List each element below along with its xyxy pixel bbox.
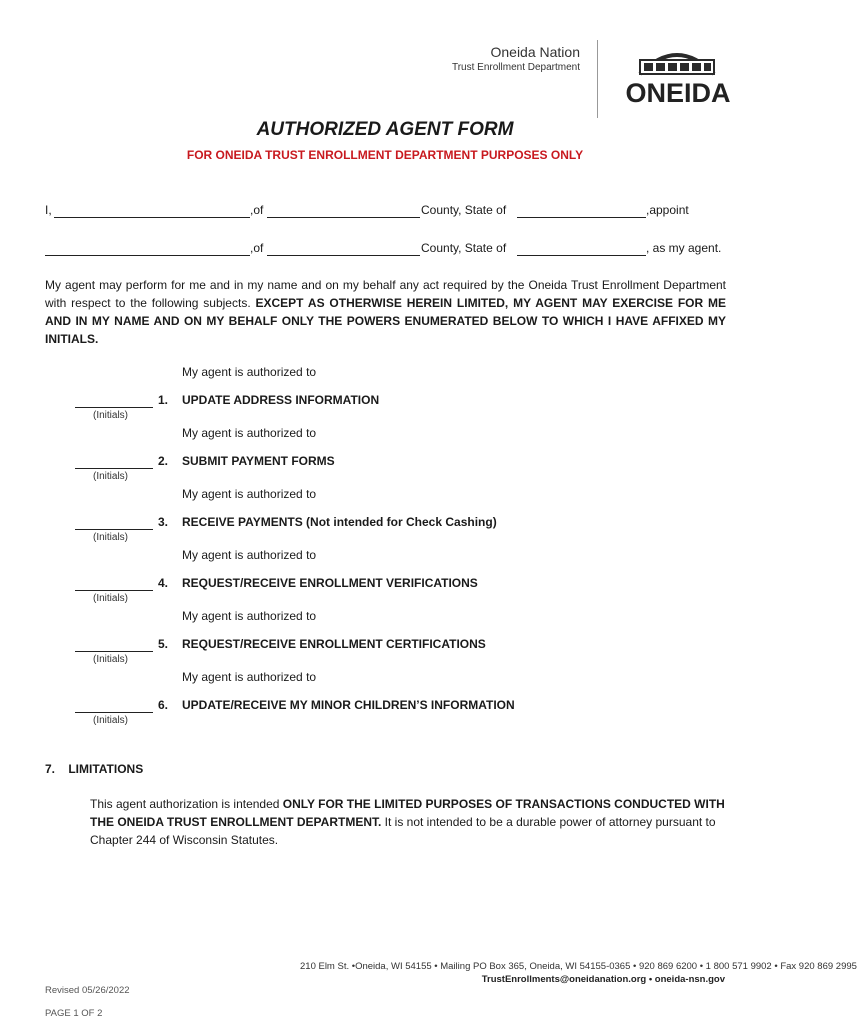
agent-state-field[interactable] bbox=[517, 255, 646, 256]
item-number: 2. bbox=[158, 454, 169, 468]
intro-bold-text: EXCEPT AS OTHERWISE HEREIN LIMITED, MY AGENT MAY EXERCISE FOR ME AND IN MY NAME AND ON MY BEHALF ONLY THE POWERS ENUMERATED BELOW TO WHICH I HAVE AFFIXED MY INITIALS. bbox=[45, 296, 726, 346]
limitations-text-2: It is not intended to be a durable power of attorney pursuant to Chapter 244 of Wisconsin Statutes. bbox=[90, 815, 716, 847]
page-number: PAGE 1 OF 2 bbox=[45, 1008, 103, 1019]
initials-label: (Initials) bbox=[93, 410, 129, 421]
footer-address: 210 Elm St. •Oneida, WI 54155 • Mailing PO Box 365, Oneida, WI 54155-0365 • 920 869 6200 • 1 800 571 9902 • Fax 920 869 2995 bbox=[300, 961, 857, 972]
principal-name-field[interactable] bbox=[54, 217, 250, 218]
item-number: 1. bbox=[158, 393, 169, 407]
item-text: REQUEST/RECEIVE ENROLLMENT VERIFICATIONS bbox=[182, 576, 478, 590]
logo-wordmark: ONEIDA bbox=[625, 78, 731, 108]
line1-prefix: I, bbox=[45, 203, 52, 217]
footer-contact: TrustEnrollments@oneidanation.org • oneida-nsn.gov bbox=[481, 974, 725, 985]
limitations-text-1: This agent authorization is intended bbox=[90, 797, 283, 811]
initials-label: (Initials) bbox=[93, 715, 129, 726]
authorized-text: My agent is authorized to bbox=[182, 426, 317, 440]
item-text: UPDATE/RECEIVE MY MINOR CHILDREN’S INFORMATION bbox=[182, 698, 515, 712]
agent-name-field[interactable] bbox=[45, 255, 250, 256]
form-subtitle: FOR ONEIDA TRUST ENROLLMENT DEPARTMENT PURPOSES ONLY bbox=[186, 148, 584, 162]
item-number: 4. bbox=[158, 576, 169, 590]
form-title: AUTHORIZED AGENT FORM bbox=[256, 119, 514, 140]
item-text: REQUEST/RECEIVE ENROLLMENT CERTIFICATIONS bbox=[182, 637, 486, 651]
initials-field-6[interactable] bbox=[75, 712, 153, 713]
department-name: Trust Enrollment Department bbox=[451, 62, 580, 73]
authorized-text: My agent is authorized to bbox=[182, 487, 317, 501]
revision-date: Revised 05/26/2022 bbox=[45, 985, 130, 996]
initials-label: (Initials) bbox=[93, 471, 129, 482]
line2-suffix: , as my agent. bbox=[646, 241, 722, 255]
item-number: 6. bbox=[158, 698, 169, 712]
principal-state-field[interactable] bbox=[517, 217, 646, 218]
authorized-text: My agent is authorized to bbox=[182, 548, 317, 562]
intro-text: My agent may perform for me and in my name and on my behalf any act required by the Oneida Trust Enrollment Department with respect to the following subjects. bbox=[45, 278, 726, 310]
header-divider bbox=[597, 40, 598, 118]
line1-suffix: ,appoint bbox=[646, 203, 689, 217]
limitations-paragraph bbox=[90, 795, 726, 849]
authorized-text: My agent is authorized to bbox=[182, 365, 317, 379]
item-number: 3. bbox=[158, 515, 169, 529]
initials-field-4[interactable] bbox=[75, 590, 153, 591]
initials-field-3[interactable] bbox=[75, 529, 153, 530]
initials-label: (Initials) bbox=[93, 532, 129, 543]
item-text: RECEIVE PAYMENTS (Not intended for Check Cashing) bbox=[182, 515, 497, 529]
initials-field-2[interactable] bbox=[75, 468, 153, 469]
initials-field-1[interactable] bbox=[75, 407, 153, 408]
authorized-text: My agent is authorized to bbox=[182, 609, 317, 623]
principal-county-field[interactable] bbox=[267, 217, 420, 218]
oneida-logo-icon bbox=[620, 40, 734, 82]
org-name: Oneida Nation bbox=[490, 44, 580, 60]
item-number: 5. bbox=[158, 637, 169, 651]
line1-county-label: County, State of bbox=[421, 203, 507, 217]
authorized-text: My agent is authorized to bbox=[182, 670, 317, 684]
limitations-bold-text: ONLY FOR THE LIMITED PURPOSES OF TRANSACTIONS CONDUCTED WITH THE ONEIDA TRUST ENROLLMENT DEPARTMENT. bbox=[90, 797, 725, 829]
line1-of: ,of bbox=[250, 203, 264, 217]
item-text: UPDATE ADDRESS INFORMATION bbox=[182, 393, 380, 407]
intro-paragraph bbox=[45, 276, 726, 348]
agent-county-field[interactable] bbox=[267, 255, 420, 256]
initials-label: (Initials) bbox=[93, 593, 129, 604]
initials-field-5[interactable] bbox=[75, 651, 153, 652]
limitations-heading: 7. LIMITATIONS bbox=[45, 762, 144, 776]
initials-label: (Initials) bbox=[93, 654, 129, 665]
item-text: SUBMIT PAYMENT FORMS bbox=[182, 454, 335, 468]
line2-of: ,of bbox=[250, 241, 264, 255]
line2-county-label: County, State of bbox=[421, 241, 507, 255]
